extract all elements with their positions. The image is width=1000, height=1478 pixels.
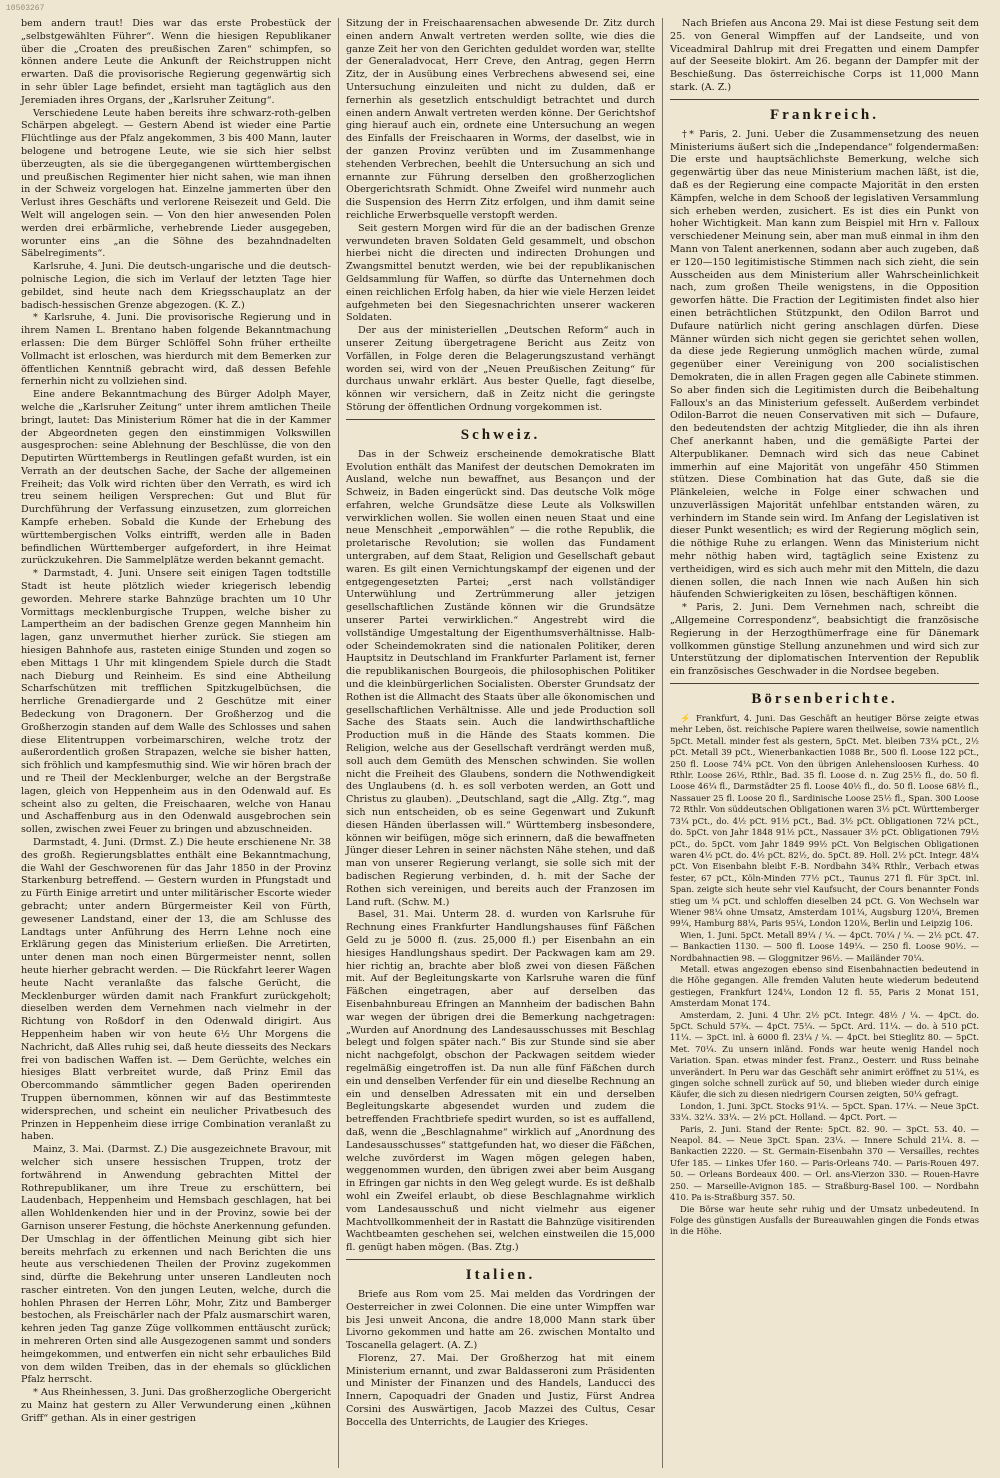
section-heading-frankreich: Frankreich. — [770, 106, 879, 123]
article-paragraph: Der aus der ministeriellen „Deutschen Reform“ auch in unserer Zeitung übergetragene Bericht aus Zeitz von Vorfällen, in Folge deren die Belagerungszustand verhängt worden sei, wird von der „Neuen Preußischen Zeitung“ für durchaus unwahr erklärt. Aus bester Quelle, fagt dieselbe, können wir versichern, daß in Zeitz nicht die geringste Störung der öffentlichen Ordnung vorgekommen ist. — [346, 325, 655, 413]
article-paragraph: Nach Briefen aus Ancona 29. Mai ist diese Festung seit dem 25. von General Wimpffen auf der Landseite, und von Viceadmiral Dahlrup mit drei Fregatten und einem Dampfer auf der Seeseite blokirt. Am 26. begann der Dampfer mit der Beschießung. Das österreichische Corps ist 11,000 Mann stark. (A. Z.) — [670, 18, 979, 93]
article-paragraph: London, 1. Juni. 3pCt. Stocks 91¼. — 5pCt. Span. 17¼. — Neue 3pCt. 33¼. 32¼. 33¼. — 2½ pCt. Holland. — 4pCt. Port. — — [670, 1100, 979, 1123]
article-paragraph: * Paris, 2. Juni. Dem Vernehmen nach, schreibt die „Allgemeine Correspondenz“, beabsichtigt die französische Regierung in der Herzogthümerfrage eine für Dänemark vollkommen günstige Stellung anzunehmen und wird sich zur Unterstützung der diplomatischen Intervention der Republik ein französisches Geschwader in die Nordsee begeben. — [670, 602, 979, 678]
article-paragraph: Eine andere Bekanntmachung des Bürger Adolph Mayer, welche die „Karlsruher Zeitung“ unter ihrem amtlichen Theile bringt, lautet: Das Ministerium Römer hat die in der Kammer der Abgeordneten gegen den einstimmigen Volkswillen ausgesprochen: seine Ablehnung der Beschlüsse, die von den Deputirten Württembergs in Reutlingen gefaßt wurden, ist ein Verrath an der deutschen Sache, der Sache der allgemeinen Freiheit; das Volk wird richten über den Verrath, es wird ich treu seinem heiligen Versprechen: Gut und Blut für Durchführung der Verfassung einzusetzen, zum glorreichen Kampfe erheben. Sobald die Kunde der Erhebung des württembergischen Volks eintrifft, werden alle in Baden befindlichen Württemberger aufgefordert, in ihre Heimat zurückzukehren. Die Sammelplätze werden bekannt gemacht. — [21, 389, 331, 567]
section-heading-italien: Italien. — [465, 1266, 536, 1283]
section-heading-schweiz: Schweiz. — [460, 426, 541, 443]
column-1 — [14, 18, 338, 1468]
section-rule — [670, 683, 979, 684]
article-paragraph: Darmstadt, 4. Juni. (Drmst. Z.) Die heute erschienene Nr. 38 des großh. Regierungsblattes enthält eine Bekanntmachung, die Wahl der Geschworenen für das Jahr 1850 in der Provinz Starkenburg betreffend. — Gestern wurden in Pfungstadt und zu Fürth Einige arretirt und unter militärischer Escorte wieder gebracht; unter andern Bürgermeister Keil von Fürth, gewesener Landstand, einer der 13, die am Schlusse des Landtags unter Anführung des Herrn Lehne noch eine Erklärung gegen das Ministerium erließen. Die Arretirten, unter denen man noch einen Bürgermeister nennt, sollen heute hierher gebracht werden. — Die Rückfahrt leerer Wagen heute Nacht veranlaßte das falsche Gerücht, die Mecklenburger würden damit nach Frankfurt zurückgeholt; dieselben werden dem Vernehmen nach vielmehr in der Richtung von Roßdorf in den Odenwald dirigirt. Aus Heppenheim haben wir von heute 6½ Uhr Morgens die Nachricht, daß Alles ruhig sei, daß heute diesseits des Neckars frei von badischen Waffen ist. — Dem Gerüchte, welches ein hiesiges Blatt verbreitet wurde, daß Prinz Emil das Obercommando sämmtlicher gegen Baden operirenden Truppen übernommen, können wir auf das Bestimmteste widersprechen, und scheint ein neulicher Privatbesuch des Prinzen in Heppenheim diese irrige Combination veranlaßt zu haben. — [21, 837, 331, 1143]
article-paragraph: Mainz, 3. Mai. (Darmst. Z.) Die ausgezeichnete Bravour, mit welcher sich unsere hessischen Truppen, trotz der fortwährend in Anwendung gebrachten Mittel der Rothrepublikaner, um ihre Treue zu erschüttern, bei Laudenbach, Heppenheim und Hemsbach geschlagen, hat bei allen Wohldenkenden hier und in der Provinz, sowie bei der Garnison unserer Festung, die höchste Anerkennung gefunden. Der Umschlag in der öffentlichen Meinung gibt sich hier bereits mehrfach zu erkennen und nach Berichten die uns heute aus verschiedenen Theilen der Provinz zugekommen sind, dürfte die Bekehrung unter unseren Landleuten noch rascher eintreten. Von den jungen Leuten, welche, durch die hohlen Phrasen der Herren Löhr, Mohr, Zitz und Bamberger bestochen, als Freischärler nach der Pfalz ausmarschirt waren, kehren jeden Tag ganze Züge vollkommen enttäuscht zurück; in mehreren Orten sind alle Ausgezogenen sammt und sonders heimgekommen, und entwerfen ein nicht sehr erbauliches Bild von dem wilden Treiben, das in der ehemals so glücklichen Pfalz herrscht. — [21, 1144, 331, 1386]
article-paragraph: Metall. etwas angezogen ebenso sind Eisenbahnactien bedeutend in die Höhe gegangen. Alle fremden Valuten heute wiederum bedeutend gestiegen, Frankfurt 124¼, London 12 fl. 55, Paris 2 Monat 151, Amsterdam Monat 174. — [670, 963, 979, 1009]
section-rule — [346, 419, 655, 420]
column-2 — [338, 18, 662, 1468]
article-paragraph: ⚡ Frankfurt, 4. Juni. Das Geschäft an heutiger Börse zeigte etwas mehr Leben, öst. reichische Papiere waren theilweise, sowie namentlich 5pCt. Metall. minder fest als gestern, 5pCt. Met. bleiben 73¼ pCt., 2½ pCt. Metall 39 pCt., Wienerbankactien 1088 Br., 500 fl. Loose 122 pCt., 250 fl. Loose 74¼ pCt. Von den übrigen Anlehensloosen Kurhess. 40 Rthlr. Loose 26½, Rthlr., Bad. 35 fl. Loose d. n. Zug 25½ fl., do. 50 fl. Loose 46¼ fl., Darmstädter 25 fl. Loose 40½ fl., do. 50 fl. Loose 68½ fl., Nassauer 25 fl. Loose 20 fl., Sardinische Loose 25½ fl., Span. 300 Loose 72 Rthlr. Von süddeutschen Obligationen waren 3½ pCt. Württemberger 73¼ pCt., do. 4½ pCt. 91½ pCt., Bad. 3½ pCt. Obligationen 72¼ pCt., do. 5pCt. von Jahr 1848 91½ pCt., Nassauer 3½ pCt. Obligationen 79½ pCt., do. 5pCt. vom Jahr 1849 99½ pCt. Von Belgischen Obligationen waren 4½ pCt. do. 4½ pCt. 82½, do. 5pCt. 89. Holl. 2½ pCt. Integr. 48¼ pCt. Von Eisenbahn bleibt F.-B. Nordbahn 34¾ Rthlr., Verbach etwas fester, 67 pCt., Köln-Minden 77½ pCt., Taunus 271 fl. Für 3pCt. inl. Span. zeigte sich heute sehr viel Kaufsucht, der Cours benannter Fonds stieg um ¼ pCt. und schloffen dieselben 24 pCt. G. Von Wechseln war Wiener 98¼ ohne Umsatz, Amsterdam 101¼, Augsburg 120¼, Bremen 99¼, Hamburg 88¼, Paris 95¼, London 120⅛, Berlin und Leipzig 106. — [670, 713, 979, 929]
section-rule — [670, 99, 979, 100]
article-paragraph: Basel, 31. Mai. Unterm 28. d. wurden von Karlsruhe für Rechnung eines Frankfurter Handlungshauses fünf Fäßchen Geld zu je 5000 fl. (zus. 25,000 fl.) per Eisenbahn an ein hiesiges Handlungshaus spedirt. Der Packwagen kam am 29. hier richtig an, brachte aber bloß zwei von diesen Fäßchen mit. Auf der Begleitungskarte von Karlsruhe waren die fünf Fäßchen eingetragen, aber auf derselben das Eisenbahnbureau Efringen an Mannheim der badischen Bahn war wegen der übrigen drei die Bemerkung nachgetragen: „Wurden auf Anordnung des Landesausschusses mit Beschlag belegt und folgen später nach.“ Bis zur Stunde sind sie aber nicht nachgefolgt, obschon der Packwagen seitdem wieder regelmäßig eingetroffen ist. Da nun alle fünf Fäßchen durch ein und denselben Verfender für ein und dieselbe Rechnung an ein und denselben Adressaten mit ein und derselben Begleitungskarte abgesendet wurden und zudem die betreffenden Frachtbriefe spedirt wurden, so ist es auffallend, daß, wenn die „Beschlagnahme“ wirklich auf „Anordnung des Landesausschusses“ stattgefunden hat, wo dieser die Fäßchen, welche zuvörderst im Wagen mögen gelegen haben, weggenommen wurden, den übrigen zwei aber beim Ausgang in Efringen gar nichts in den Weg gelegt wurde. Es ist deßhalb wohl ein Zweifel erlaubt, ob diese Beschlagnahme wirklich vom Landesausschuß und nicht vielmehr aus eigener Machtvollkommenheit der in Rastatt die Bahnzüge visitirenden Wachtbeamten geschehen sei, welchen einstweilen die 15,000 fl. genügt haben mögen. (Bas. Ztg.) — [346, 909, 655, 1254]
article-paragraph: Wien, 1. Juni. 5pCt. Metall 89¼ / ¼. — 4pCt. 70¼ / ¼. — 2½ pCt. 47. — Bankactien 1130. — 500 fl. Loose 149¼. — 250 fl. Loose 90½. — Nordbahnactien 98. — Gloggnitzer 96½. — Mailänder 70¼. — [670, 929, 979, 963]
article-paragraph: Florenz, 27. Mai. Der Großherzog hat mit einem Ministerium ernannt, und zwar Baldasseroni zum Präsidenten und Minister der Finanzen und des Handels, Landucci des Innern, Capoquadri der Gnaden und Justiz, Fürst Andrea Corsini des Auswärtigen, Jacob Mazzei des Cultus, Cesar Boccella des Unterrichts, de Laugier des Krieges. — [346, 1352, 655, 1428]
article-paragraph: Paris, 2. Juni. Stand der Rente: 5pCt. 82. 90. — 3pCt. 53. 40. — Neapol. 84. — Neue 3pCt. Span. 23¼. — Innere Schuld 21¼. 8. — Bankactien 2220. — St. Germain-Eisenbahn 370 — Versailles, rechtes Ufer 185. — Linkes Ufer 160. — Paris-Orleans 740. — Paris-Rouen 497. 50. — Orleans Bordeaux 400. — Orl. ans-Vierzon 330. — Rouen-Havre 250. — Marseille-Avignon 185. — Straßburg-Basel 100. — Nordbahn 410. Pa is-Straßburg 357. 50. — [670, 1123, 979, 1203]
article-paragraph: Amsterdam, 2. Juni. 4 Uhr. 2½ pCt. Integr. 48½ / ¼. — 4pCt. do. 5pCt. Schuld 57¾. — 4pCt. 75¼. — 5pCt. Ard. 11¼. — do. à 510 pCt. 11¼. — 3pCt. inl. à 6000 fl. 23¼ / ¼. — 4pCt. bei Stieglitz 80. — 5pCt. Met. 70¼. Zu unsern inländ. Fonds war heute wenig Handel noch Variation. Span. etwas minder fest. Franz., Oesterr. und Russ beinahe unverändert. In Peru war das Geschäft sehr animirt eröffnet zu 51¼, es gingen solche schnell zurück auf 50, und blieben wieder durch einige Käufer, die sich zu diesen niedrigern Coursen zeigten, 50¼ gefragt. — [670, 1009, 979, 1100]
article-paragraph: Briefe aus Rom vom 25. Mai melden das Vordringen der Oesterreicher in zwei Colonnen. Die eine unter Wimpffen war bis Jesi unweit Ancona, die andre 18,000 Mann stark über Livorno gekommen und hatte am 26. zwischen Montalto und Toscanella gelagert. (A. Z.) — [346, 1288, 655, 1352]
article-paragraph: †* Paris, 2. Juni. Ueber die Zusammensetzung des neuen Ministeriums äußert sich die „Independance“ folgendermaßen: Die erste und hauptsächlichste Bemerkung, welche sich gegenwärtig über das neue Ministerium machen läßt, ist die, daß es der Regierung eine compacte Majorität in den ersten Kämpfen, welche in dem Schooß der legislativen Versammlung sich erheben werden, zusichert. Es ist dies ein Punkt von hoher Wichtigkeit. Man kann zum Beispiel mit Hrn v. Falloux verschiedener Meinung sein, aber man muß einmal in ihm den Mann von Talent anerkennen, sodann aber auch zugeben, daß er 120—150 legitimistische Stimmen nach sich zieht, die sein Ausscheiden aus dem Ministerium aller Wahrscheinlichkeit nach, zum großen Theile wenigstens, in die Opposition geworfen hätte. Die Fraction der Legitimisten findet also hier einen beträchtlichen Stützpunkt, den Odilon Barrot und Dufaure natürlich nicht gering anschlagen dürfen. Diese Männer würden sich nicht gegen sie gerichtet sehen wollen, da diese jede Regierung unmöglich machen würde, zumal gegenüber einer Vereinigung von 200 socialistischen Demokraten, die in allen Fragen gegen alle Cabinete stimmen. So aber finden sich die Legitimisten durch die Beibehaltung Falloux's an das Ministerium gefesselt. Außerdem verbindet Odilon-Barrot die neuen Conservativen mit sich — Dufaure, den bedeutendsten der achtzig Mitglieder, die ihn als ihren Chef anerkannt haben, und die gemäßigte Partei der Alterpublikaner. Demnach wird sich das neue Cabinet immerhin auf eine Majorität von ungefähr 450 Stimmen stützen. Diese Combination hat das Gute, daß sie die Plänkeleien, welche in Folge einer schwachen und unzuverlässigen Majorität unfehlbar entstanden wären, zu verhindern im Stande sein wird. Im Anfang der Legislativen ist dieser Punkt wesentlich; es wird der Regierung möglich sein, die nöthige Ruhe zu erlangen. Wenn das Ministerium nicht mehr nöthig haben wird, tagtäglich seine Existenz zu vertheidigen, wird es sich auch mehr mit den Mitteln, die dazu dienen sollen, die nach Innen wie nach Außen hin sich häufenden Schwierigkeiten zu lösen, beschäftigen können. — [670, 128, 979, 601]
page-id: 10503267 — [6, 4, 45, 13]
article-paragraph: Die Börse war heute sehr ruhig und der Umsatz unbedeutend. In Folge des günstigen Ausfalls der Bureauwahlen gingen die Fonds etwas in die Höhe. — [670, 1203, 979, 1237]
article-paragraph: Das in der Schweiz erscheinende demokratische Blatt Evolution enthält das Manifest der deutschen Demokraten im Ausland, welche nun bewaffnet, aus Besançon und der Schweiz, in Baden eingerückt sind. Das deutsche Volk möge erfahren, welche Grundsätze diese Leute als Volkswillen verwirklichen wollen. Sie wollen einen neuen Staat und eine neue Menschheit „emporwählen“ — die rothe Republik, die proletarische Revolution; sie wollen das Fundament untergraben, auf dem Staat, Religion und Gesellschaft gebaut waren. Es gilt einen Vernichtungskampf der eigenen und der entgegengesetzten Partei; „erst nach vollständiger Unterwühlung und Zertrümmerung aller jetzigen gesellschaftlichen Zustände können wir die Grundsätze unserer Partei verwirklichen.“ Angestrebt wird die vollständige Umgestaltung der Eigenthumsverhältnisse. Halb- oder Scheindemokraten sind die nationalen Politiker, deren Hauptsitz in Deutschland im Frankfurter Parlament ist, ferner die republikanischen Bourgeois, die philosophischen Politiker und die kleinbürgerlichen Socialisten. Oberster Grundsatz der Rothen ist die Allmacht des Staats über alle ökonomischen und gesellschaftlichen Verhältnisse. Alle und jede Production soll Sache des Staats sein. Auch die landwirthschaftliche Production muß in die Hände des Staats kommen. Die Religion, welche aus der Gesellschaft verdrängt werden muß, soll auch dem Gemüth des Menschen schwinden. Sie wollen nicht die Freiheit des Glaubens, sondern die Nothwendigkeit des Unglaubens (d. h. es soll verboten werden, an Gott und Christus zu glauben). „Deutschland, sagt die „Allg. Ztg.“, mag sich nun entscheiden, ob es seine Gegenwart und Zukunft diesen Händen überlassen will.“ Württemberg insbesondere, können wir beifügen, möge sich erinnern, daß die bewaffneten Jünger dieser Lehren in seiner nächsten Nähe stehen, und daß man von unserer Regierung verlangt, sie solle sich mit der badischen Regierung verbinden, d. h. mit der Sache der Rothen sich vereinigen, und bereits auch der Franzosen im Land ruft. (Schw. M.) — [346, 448, 655, 908]
stock-reports — [670, 713, 979, 1238]
section-rule — [346, 1259, 655, 1260]
article-paragraph: Karlsruhe, 4. Juni. Die deutsch-ungarische und die deutsch-polnische Legion, die sich im Verlauf der letzten Tage hier gebildet, sind heute nach dem Kriegsschauplatz an der badisch-hessischen Grenze abgezogen. (K. Z.) — [21, 261, 331, 311]
newspaper-page — [14, 18, 986, 1468]
article-paragraph: Verschiedene Leute haben bereits ihre schwarz-roth-gelben Schärpen abgelegt. — Gestern Abend ist wieder eine Partie Flüchtlinge aus der Pfalz angekommen, 3 bis 400 Mann, lauter belogene und betrogene Leute, wie sie sich hier selbst überzeugten, als sie die übergegangenen württembergischen und preußischen Regimenter hier nicht sahen, wie man ihnen in der Schweiz vorgelogen hat. Einzelne jammerten über den Verlust ihres Geschäfts und verlorene Reisezeit und Geld. Die Welt will angelogen sein. — Von den hier anwesenden Polen werden drei erbärmliche, verhebrende Lieder ausgegeben, worunter eins „an die Söhne des bezahndnadelten Säbelregiments“. — [21, 107, 331, 260]
column-3 — [662, 18, 986, 1468]
article-paragraph: bem andern traut! Dies war das erste Probestück der „selbstgewählten Führer“. Wenn die hiesigen Republikaner über die „Croaten des preußischen Zaren“ schimpfen, so können andere Leute die Ankunft der Reichstruppen nicht erwarten. Daß die provisorische Regierung gegenwärtig sich in sehr übler Lage befindet, ersieht man tagtäglich aus den Jeremiaden ihres Organs, der „Karlsruher Zeitung“. — [21, 18, 331, 106]
article-paragraph: * Karlsruhe, 4. Juni. Die provisorische Regierung und in ihrem Namen L. Brentano haben folgende Bekanntmachung erlassen: Die dem Bürger Schlöffel Sohn früher ertheilte Vollmacht ist erloschen, was hierdurch mit dem Bemerken zur öffentlichen Kenntniß gebracht wird, daß dessen Befehle fernerhin nicht zu vollziehen sind. — [21, 312, 331, 388]
article-paragraph: Sitzung der in Freischaarensachen abwesende Dr. Zitz durch einen andern Anwalt vertreten werden sollte, wie dies die ganze Zeit her von den Gerichten geduldet worden war, stellte der Generaladvocat, Herr Creve, den Antrag, gegen Herrn Zitz, der in Ausübung eines Verbrechens abwesend sei, eine Untersuchung einzuleiten und nicht zu dulden, daß er fernerhin als gesetzlich entschuldigt betrachtet und durch einen andern Anwalt vertreten werden könne. Der Gerichtshof ging hierauf auch ein, ordnete eine Untersuchung an wegen des Einfalls der Freischaaren in Worms, der daselbst, wie in der ganzen Provinz verübten und im Zusammenhange stehenden Verbrechen, beehlt die Untersuchung an sich und ernannte zur Führung derselben den großherzoglichen Obergerichtsrath Schmidt. Ohne Zweifel wird nunmehr auch die Suspension des Herrn Zitz erfolgen, und ihm damit seine reichliche Erwerbsquelle verstopft werden. — [346, 18, 655, 221]
article-paragraph: * Aus Rheinhessen, 3. Juni. Das großherzogliche Obergericht zu Mainz hat gestern zu Aller Verwunderung einen „kühnen Griff“ gethan. Als in einer gestrigen — [21, 1387, 331, 1424]
section-heading-börsenberichte: Börsenberichte. — [751, 691, 898, 708]
article-paragraph: * Darmstadt, 4. Juni. Unsere seit einigen Tagen todtstille Stadt ist heute plötzlich wieder kriegerisch lebendig geworden. Mehrere starke Bahnzüge brachten um 10 Uhr Vormittags mecklenburgische Truppen, welche bisher zu Lampertheim an der badischen Grenze gegen Mannheim hin lagen, ganz unvermuthet hierher zurück. Sie stiegen am hiesigen Bahnhofe aus, rasteten einige Stunden und zogen so eben Mittags 1 Uhr mit klingendem Spiele durch die Stadt nach Dieburg und Reinheim. Es sind eine Abtheilung Scharfschützen mit trefflichen Spitzkugelbüchsen, die herrliche Grenadiergarde und 2 Geschütze mit einer Bedeckung von Dragonern. Der Großherzog und die Großherzogin standen auf dem Walle des Schlosses und sahen diese Elitentruppen vorbeimarschiren, welche trotz der außerordentlich großen Strapazen, welche sie bisher hatten, sich fröhlich und kampfesmuthig sind. Wie wir hören brach der und re Theil der Mecklenburger, welche an der Bergstraße lagen, gleich von Heppenheim aus in den Odenwald auf. Es scheint also zu gelten, die Freischaaren, welche von Hanau und Aschaffenburg aus in den Odenwald ausgebrochen sein sollen, zwischen zwei Feuer zu bringen und abzuschneiden. — [21, 568, 331, 836]
article-paragraph: Seit gestern Morgen wird für die an der badischen Grenze verwundeten braven Soldaten Geld gesammelt, und obschon hierbei nicht die directen und indirecten Drohungen und Zwangsmittel benutzt werden, wie bei der republikanischen Geldsammlung für Waffen, so dürfte das Unternehmen doch einen reichlichen Erfolg haben, da hier wie viele Herzen leidet aufgehmeten bei den Siegesnachrichten unserer wackeren Soldaten. — [346, 222, 655, 324]
